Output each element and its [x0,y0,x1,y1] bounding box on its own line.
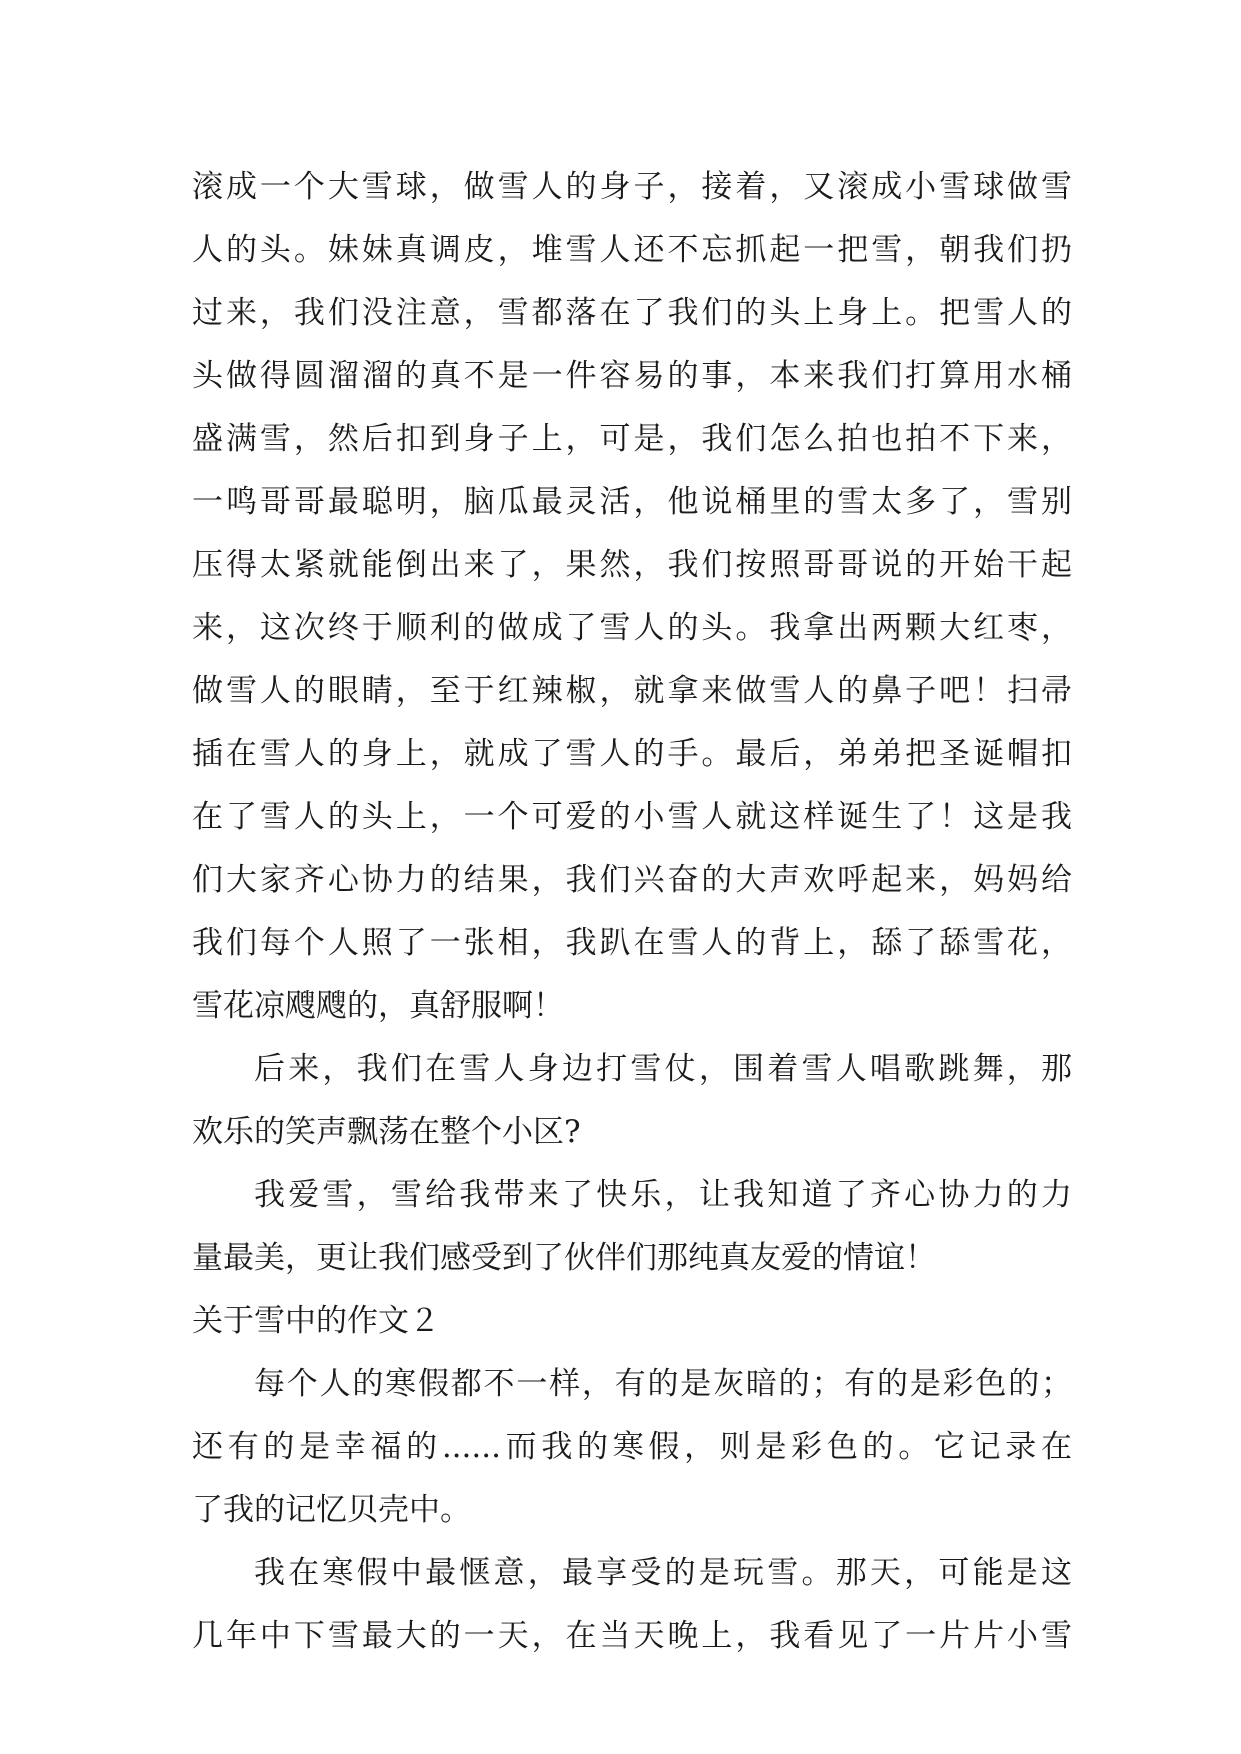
text-line: 后来，我们在雪人身边打雪仗，围着雪人唱歌跳舞，那 [254,1051,1072,1087]
text-line: 我们每个人照了一张相，我趴在雪人的背上，舔了舔雪花， [192,925,1072,961]
text-line: 滚成一个大雪球，做雪人的身子，接着，又滚成小雪球做雪 [192,169,1072,205]
text-line: 插在雪人的身上，就成了雪人的手。最后，弟弟把圣诞帽扣 [192,736,1072,772]
text-line: 还有的是幸福的......而我的寒假，则是彩色的。它记录在 [192,1429,1072,1465]
text-line: 一鸣哥哥最聪明，脑瓜最灵活，他说桶里的雪太多了，雪别 [192,484,1072,520]
paragraph [192,1038,1072,1164]
text-line: 我爱雪，雪给我带来了快乐，让我知道了齐心协力的力 [254,1177,1072,1213]
text-line: 做雪人的眼睛，至于红辣椒，就拿来做雪人的鼻子吧！扫帚 [192,673,1072,709]
section-heading: 关于雪中的作文２ [192,1303,440,1339]
text-line: 几年中下雪最大的一天，在当天晚上，我看见了一片片小雪 [192,1618,1072,1654]
paragraph [192,1164,1072,1290]
text-line: 压得太紧就能倒出来了，果然，我们按照哥哥说的开始干起 [192,547,1072,583]
text-line: 每个人的寒假都不一样，有的是灰暗的；有的是彩色的； [254,1366,1072,1402]
text-line: 盛满雪，然后扣到身子上，可是，我们怎么拍也拍不下来， [192,421,1072,457]
text-line: 了我的记忆贝壳中。 [192,1492,471,1528]
text-line: 欢乐的笑声飘荡在整个小区? [192,1114,581,1150]
text-line: 我在寒假中最惬意，最享受的是玩雪。那天，可能是这 [254,1555,1072,1591]
text-line: 人的头。妹妹真调皮，堆雪人还不忘抓起一把雪，朝我们扔 [192,232,1072,268]
document-body [192,156,1072,1668]
paragraph [192,1353,1072,1542]
text-line: 来，这次终于顺利的做成了雪人的头。我拿出两颗大红枣， [192,610,1072,646]
paragraph [192,1542,1072,1668]
text-line: 量最美，更让我们感受到了伙伴们那纯真友爱的情谊！ [192,1240,936,1276]
text-line: 雪花凉飕飕的，真舒服啊！ [192,988,564,1024]
text-line: 头做得圆溜溜的真不是一件容易的事，本来我们打算用水桶 [192,358,1072,394]
text-line: 在了雪人的头上，一个可爱的小雪人就这样诞生了！这是我 [192,799,1072,835]
text-line: 过来，我们没注意，雪都落在了我们的头上身上。把雪人的 [192,295,1072,331]
paragraph [192,156,1072,1038]
text-line: 们大家齐心协力的结果，我们兴奋的大声欢呼起来，妈妈给 [192,862,1072,898]
